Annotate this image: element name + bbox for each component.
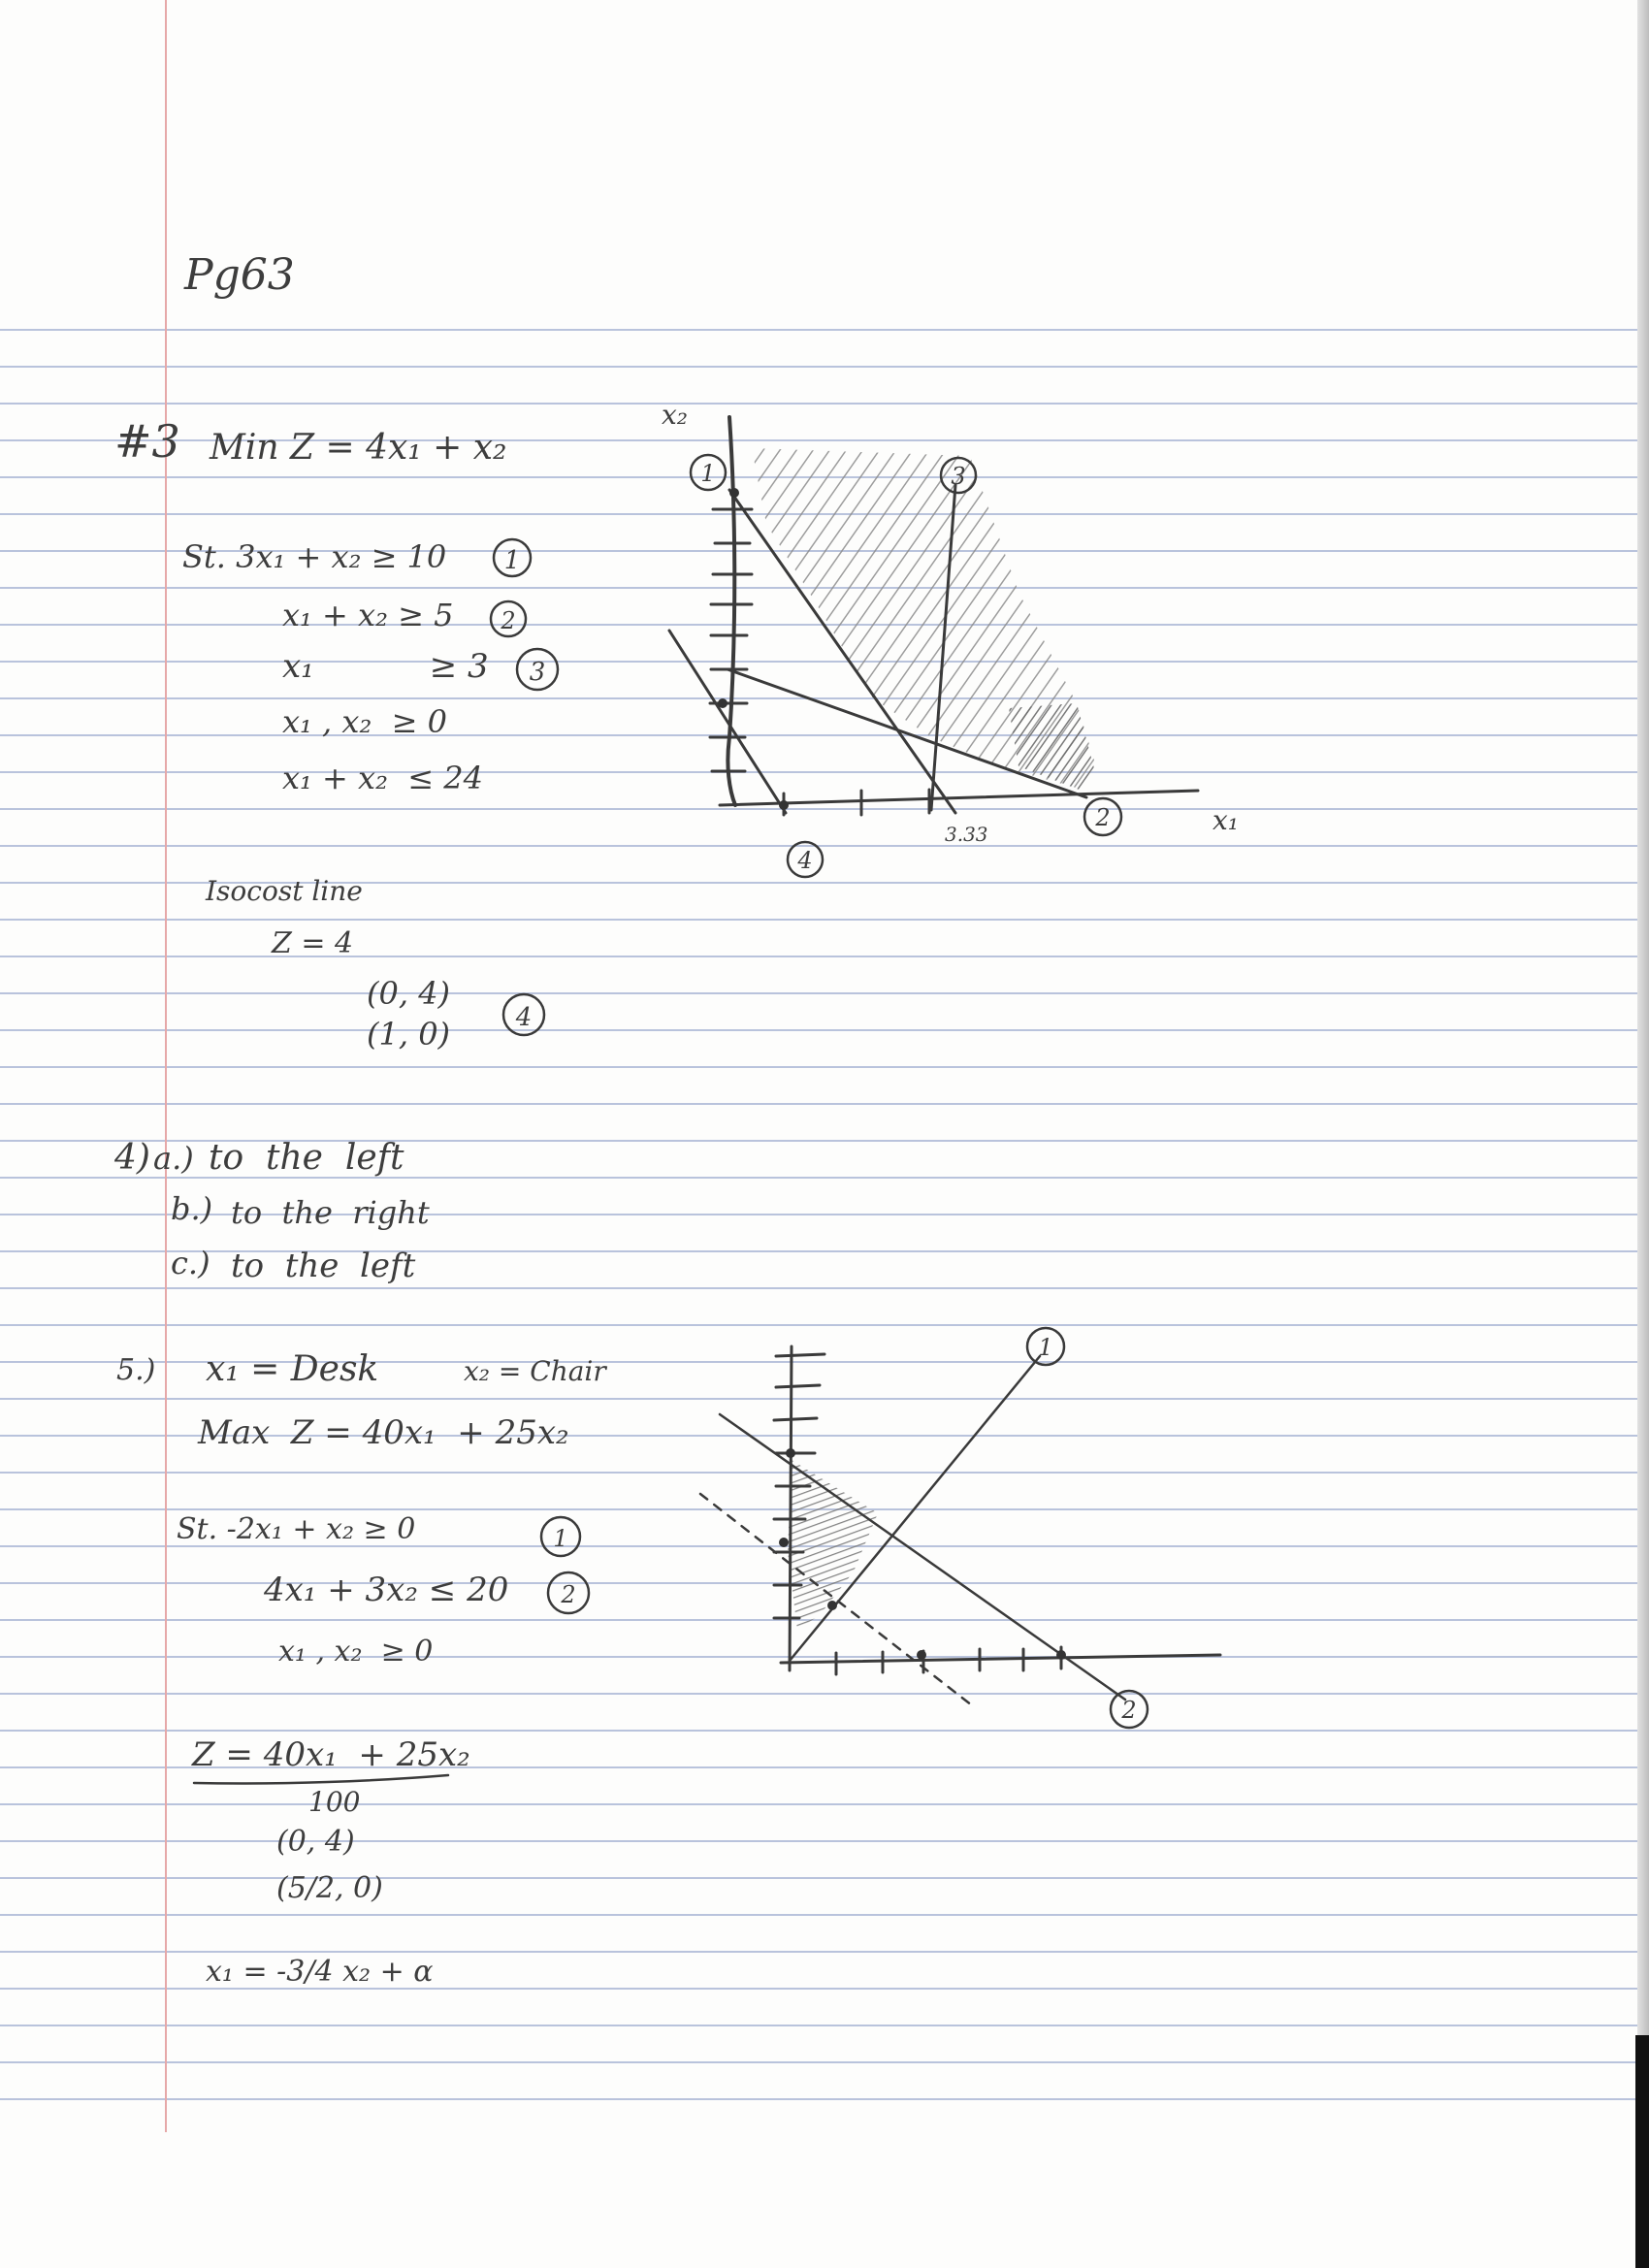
isocost-title: Isocost line [206, 875, 363, 907]
y-axis [790, 1346, 792, 1670]
svg-text:4: 4 [797, 847, 813, 874]
variable-x2: x₂ = Chair [464, 1355, 606, 1387]
problem3-constraint-upper: x₁ + x₂ ≤ 24 [282, 760, 483, 796]
svg-text:1: 1 [700, 460, 716, 487]
problem4-part-b-label: b.) [171, 1190, 213, 1227]
svg-text:2: 2 [1121, 1697, 1137, 1724]
problem3-constraint-2: x₁ + x₂ ≥ 5 [282, 597, 454, 633]
problem3-constraint-1: St. 3x₁ + x₂ ≥ 10 [182, 538, 447, 575]
problem3-objective: Min Z = 4x₁ + x₂ [210, 428, 507, 468]
problem4-part-c-label: c.) [171, 1245, 210, 1281]
isocost-point-2: (1, 0) [367, 1016, 451, 1053]
problem5-z-value: 100 [308, 1786, 361, 1818]
problem3-number: #3 [114, 415, 180, 468]
variable-x1: x₁ = Desk [206, 1349, 379, 1389]
page-reference: Pg63 [184, 250, 295, 300]
problem5-constraint-nonneg: x₁ , x₂ ≥ 0 [278, 1635, 434, 1669]
point-marker [779, 1538, 789, 1547]
problem4-part-b: to the right [231, 1194, 430, 1231]
svg-text:1: 1 [1038, 1334, 1053, 1361]
svg-text:3: 3 [529, 658, 546, 687]
svg-text:1: 1 [553, 1525, 568, 1552]
point-marker [917, 1650, 926, 1660]
isocost-z: Z = 4 [272, 926, 354, 960]
x-axis [781, 1655, 1220, 1663]
problem3-constraint-3: x₁ ≥ 3 [282, 647, 489, 686]
svg-text:3: 3 [951, 463, 966, 490]
problem5-point-1: (0, 4) [276, 1825, 355, 1859]
y-axis-label: x₂ [662, 399, 689, 431]
svg-text:2: 2 [1095, 804, 1111, 831]
x-axis-label: x₁ [1212, 804, 1240, 836]
point-marker [1056, 1650, 1066, 1660]
problem5-objective: Max Z = 40x₁ + 25x₂ [198, 1413, 569, 1452]
point-marker [786, 1448, 795, 1458]
problem5-point-2: (5/2, 0) [276, 1871, 383, 1905]
line-tag-1 [1027, 1328, 1064, 1365]
svg-text:1: 1 [503, 546, 521, 575]
problem4-part-a: to the left [209, 1138, 404, 1178]
problem3-constraint-nonneg: x₁ , x₂ ≥ 0 [282, 703, 447, 740]
problem4-part-a-label: a.) [153, 1140, 194, 1177]
svg-text:4: 4 [515, 1003, 533, 1032]
line-tag-2 [1111, 1691, 1148, 1728]
problem5-constraint-2: 4x₁ + 3x₂ ≤ 20 [264, 1571, 509, 1609]
problem5-z-line: Z = 40x₁ + 25x₂ [192, 1735, 470, 1774]
isocost-point-1: (0, 4) [367, 975, 451, 1012]
problem4-number: 4) [114, 1138, 150, 1178]
problem4-part-c: to the left [231, 1247, 416, 1285]
svg-text:2: 2 [561, 1581, 576, 1608]
svg-text:2: 2 [501, 607, 516, 634]
problem5-constraint-1: St. -2x₁ + x₂ ≥ 0 [177, 1512, 416, 1546]
tick-label: 3.33 [945, 823, 988, 846]
problem5-final-line: x₁ = -3/4 x₂ + α [206, 1955, 434, 1989]
problem5-number: 5.) [116, 1353, 156, 1387]
point-marker [827, 1601, 837, 1610]
